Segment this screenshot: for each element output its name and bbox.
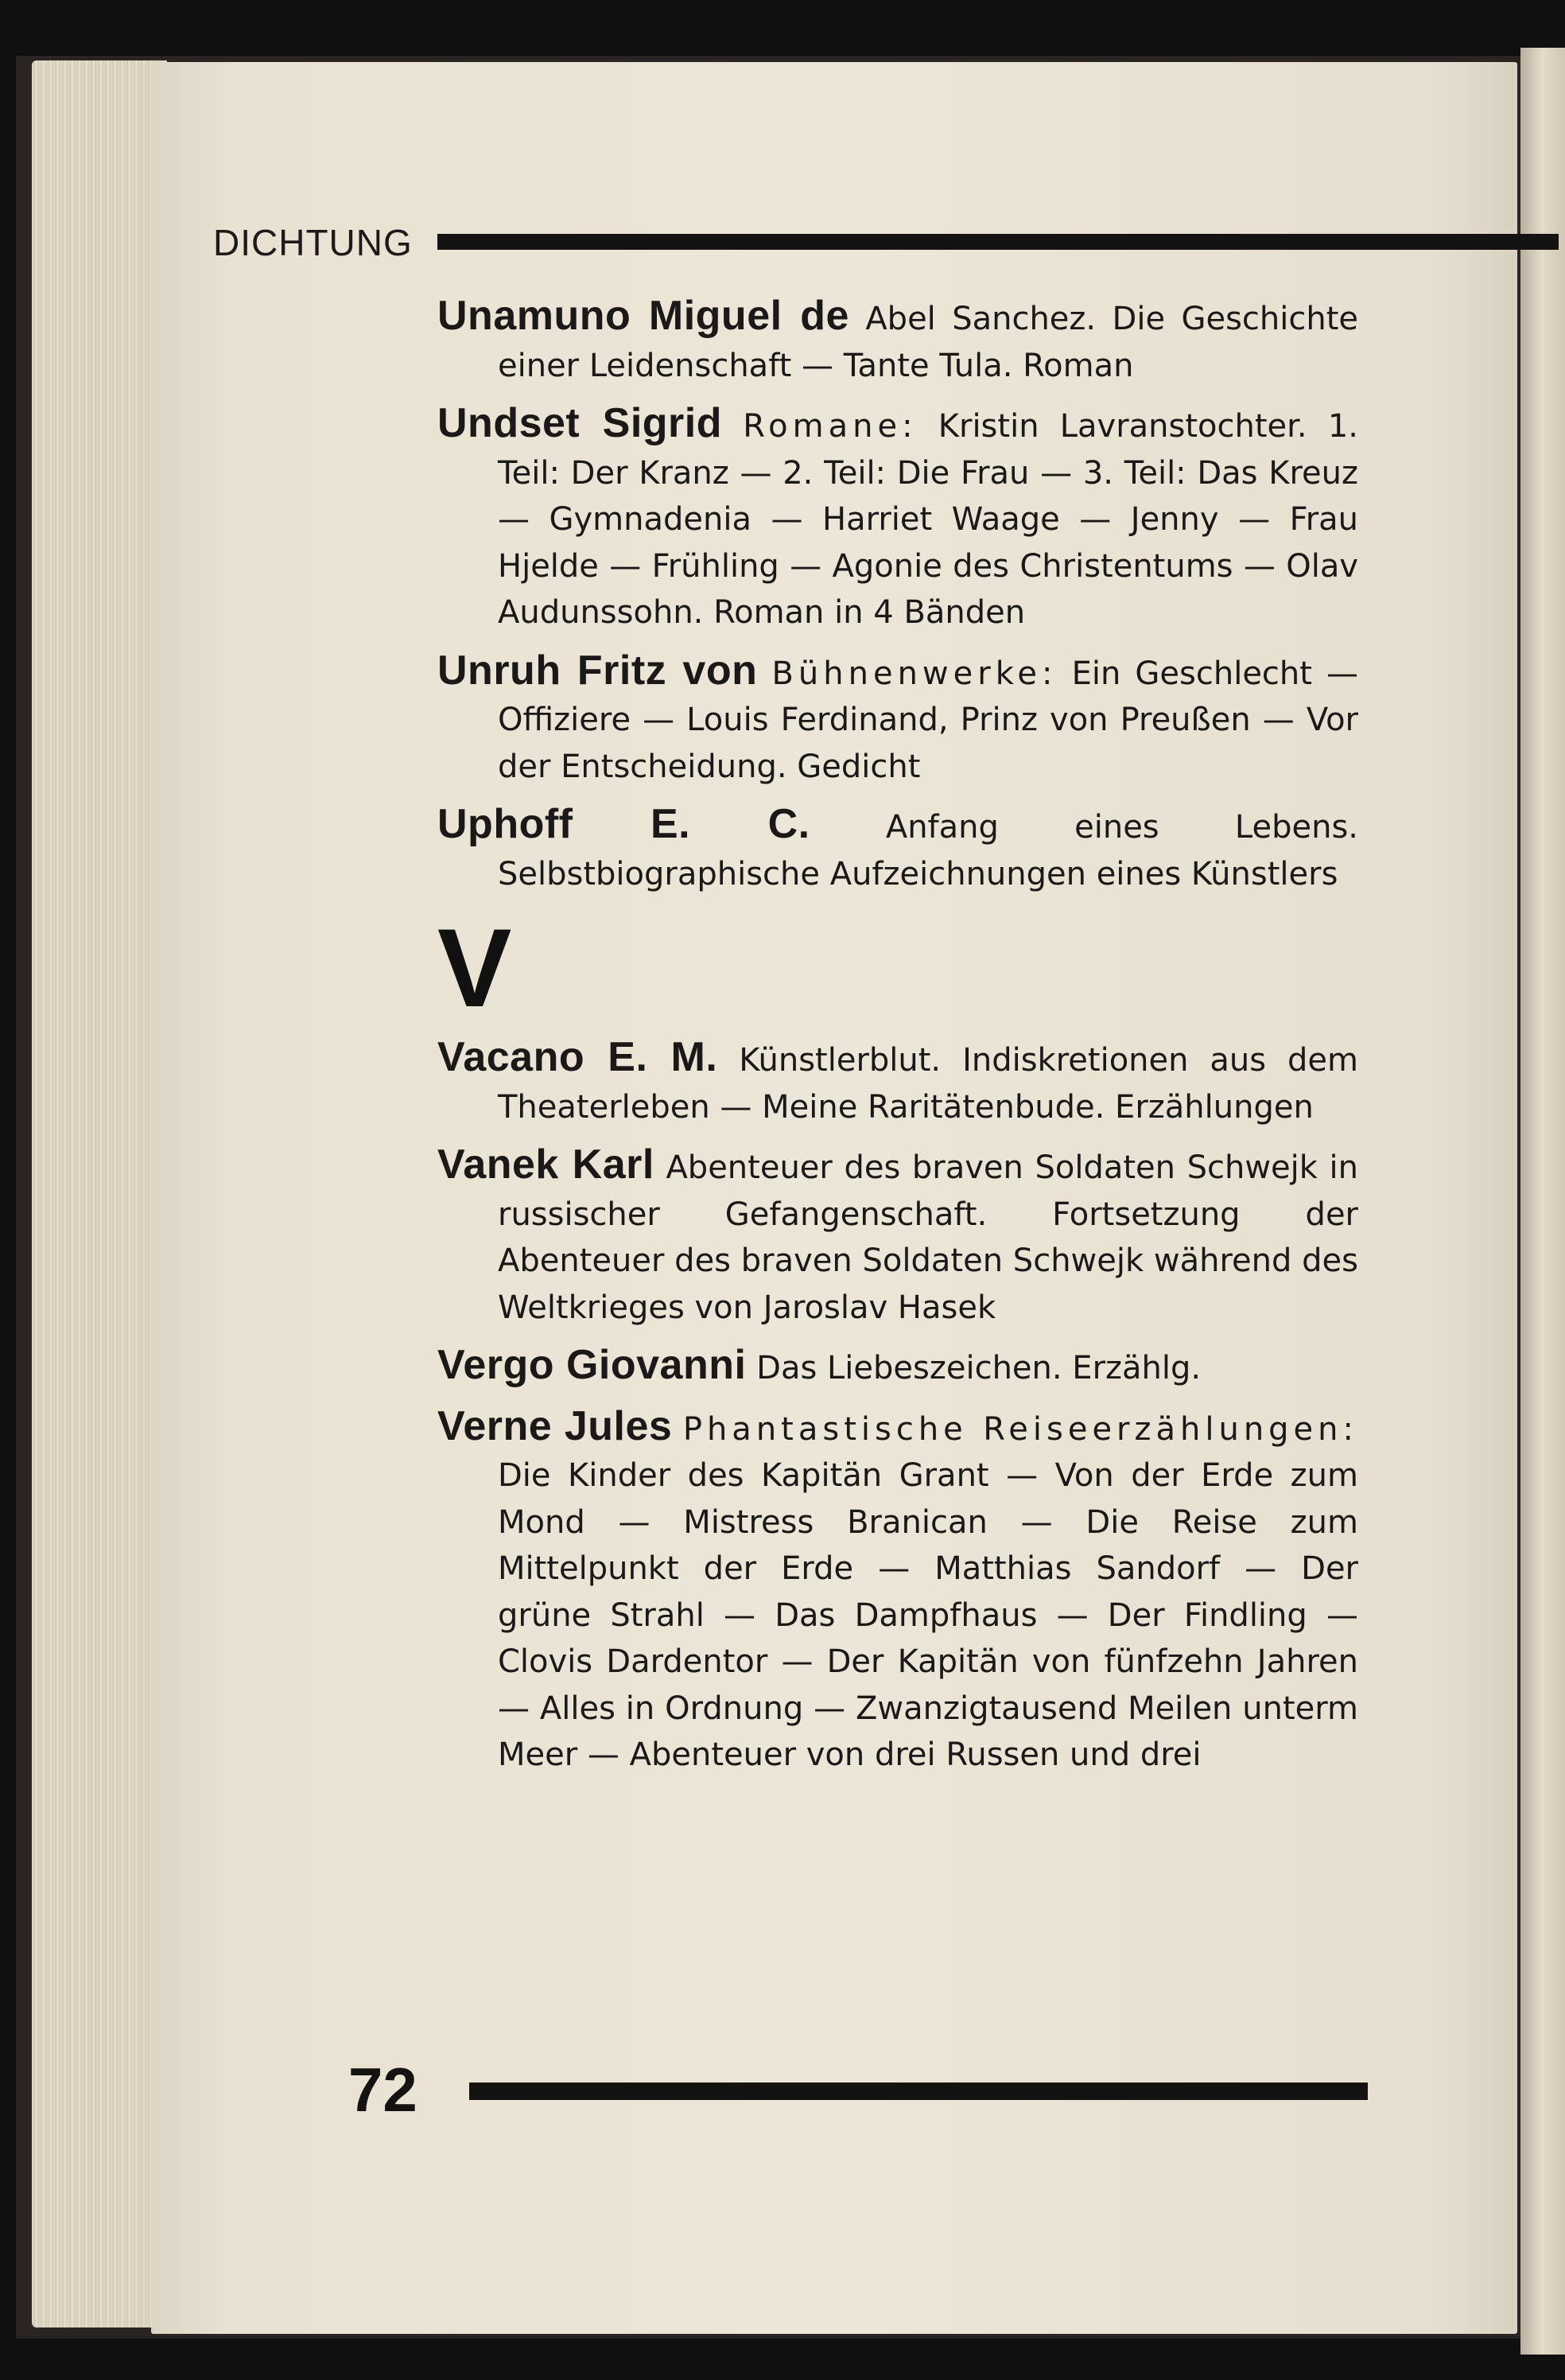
catalog-entry [437, 400, 1358, 636]
catalog-entry [437, 1342, 1358, 1392]
page-stack-edge [32, 60, 167, 2328]
entry-author: Vanek Karl [437, 1141, 654, 1188]
catalog-entry [437, 648, 1358, 791]
catalog-entry [437, 293, 1358, 389]
page-number: 72 [348, 2055, 417, 2125]
entry-text: Anfang eines Lebens. Selbstbiographische Aufzeichnungen eines Künstlers [498, 809, 1358, 892]
entry-genre: Phantastische Reiseerzählungen: [682, 1410, 1358, 1448]
page-footer [348, 2054, 1366, 2125]
entry-author: Undset Sigrid [437, 400, 722, 446]
catalog-entry [437, 801, 1358, 897]
entry-author: Verne Jules [437, 1402, 673, 1449]
facing-page-edge [1520, 48, 1565, 2355]
entry-text: Ein Geschlecht — Offiziere — Louis Ferdinand, Prinz von Preußen — Vor der Entscheidung. Gedicht [498, 655, 1359, 785]
catalog-entry [437, 1403, 1358, 1779]
entry-author: Unruh Fritz von [437, 647, 758, 694]
entry-text: Kristin Lavranstochter. 1. Teil: Der Kranz — 2. Teil: Die Frau — 3. Teil: Das Kreuz — Gymnadenia — Harriet Waage — Jenny — Frau Hjelde — Frühling — Agonie des Christentums — Olav Audunssohn. Roman in 4 Bänden [498, 408, 1358, 631]
entry-genre: Bühnenwerke: [771, 655, 1058, 692]
entry-text: Abenteuer des braven Soldaten Schwejk in russischer Gefangenschaft. Fortsetzung der Abenteuer des braven Soldaten Schwejk während des Weltkrieges von Jaroslav Hasek [498, 1149, 1358, 1326]
entry-text: Die Kinder des Kapitän Grant — Von der Erde zum Mond — Mistress Branican — Die Reise zum Mittelpunkt der Erde — Matthias Sandorf — Der grüne Strahl — Das Dampfhaus — Der Findling — Clovis Dardentor — Der Kapitän von fünfzehn Jahren — Alles in Ordnung — Zwanzigtausend Meilen unterm Meer — Abenteuer von drei Russen und drei [498, 1457, 1358, 1773]
catalog-entries [437, 293, 1358, 1790]
entry-text: Künstlerblut. Indiskretionen aus dem Theaterleben — Meine Raritätenbude. Erzählungen [498, 1042, 1358, 1126]
entry-author: Uphoff E. C. [437, 801, 810, 847]
catalog-entry [437, 1141, 1358, 1331]
entry-text: Abel Sanchez. Die Geschichte einer Leidenschaft — Tante Tula. Roman [498, 301, 1358, 384]
header-rule [437, 234, 1559, 250]
entry-author: Unamuno Miguel de [437, 293, 849, 339]
entry-author: Vacano E. M. [437, 1034, 718, 1080]
letter-heading: V [437, 905, 512, 1030]
running-header [213, 221, 1342, 269]
entry-genre: Romane: [743, 408, 918, 445]
entry-author: Vergo Giovanni [437, 1342, 747, 1388]
section-title: DICHTUNG [213, 222, 413, 263]
footer-rule [469, 2082, 1368, 2100]
catalog-entry [437, 1034, 1358, 1130]
entry-text: Das Liebeszeichen. Erzählg. [756, 1350, 1202, 1386]
